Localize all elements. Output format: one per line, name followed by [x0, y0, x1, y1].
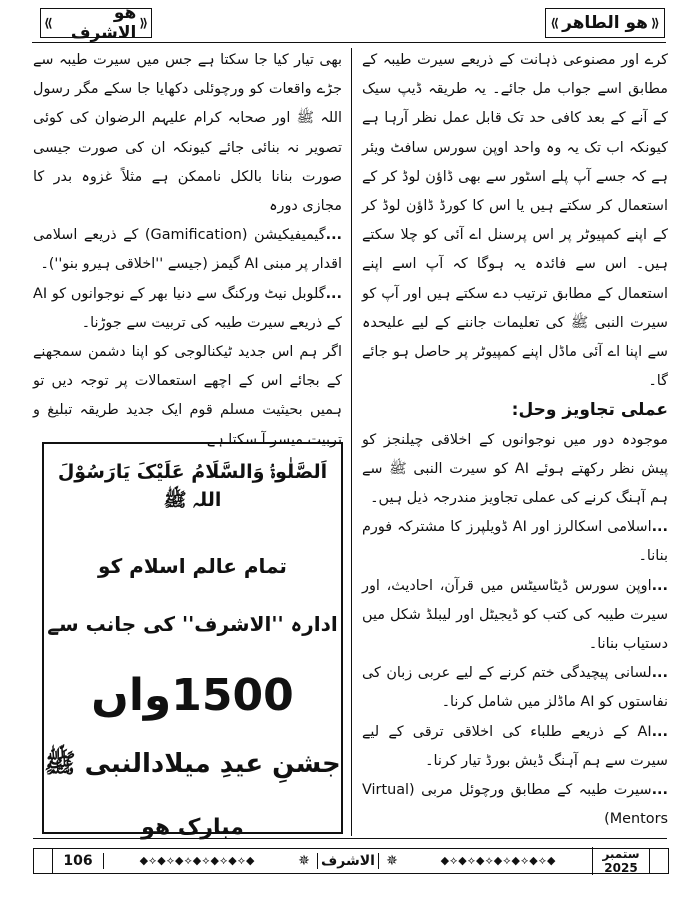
body-paragraph: کرے اور مصنوعی ذہانت کے ذریعے سیرت طیبہ کے مطابق اسے جواب مل جائے۔ یہ طریقہ ڈیپ سیک کے آنے کے بعد کافی حد تک قابل عمل نظر آرہا ہے کیونکہ اب تک یہ وہ واحد اوپن سورس سافٹ ویئر ہے کہ جسے آپ پلے اسٹور سے بھی ڈاؤن لوڈ کر کے استعمال کر سکتے ہیں یا اس کا کورڈ ڈاؤن لوڈ کر کے اپنے کمپیوٹر پر اس پرسنل اے آئی کو چلا سکتے ہیں۔ اس سے فائدہ یہ ہوگا کہ آپ اسے اپنے استعمال کے مطابق ترتیب دے سکتے ہیں اور آپ کو سیرت النبی ﷺ کی تعلیمات جاننے کے لیے علیحدہ سے اپنا اے آئی ماڈل اپنے کمپیوٹر پر حاصل ہو جائے گا۔: [362, 52, 668, 390]
list-bullet: ...: [651, 723, 668, 740]
header-rule: [32, 42, 666, 43]
header-right-title-box: [545, 8, 665, 38]
header-ornament-icon: ⟫: [44, 16, 53, 30]
footer-rule: [33, 838, 667, 839]
list-bullet: ...: [651, 577, 668, 594]
footer-ornament-icon: ◆⟡◆⟡◆⟡◆⟡◆⟡◆⟡◆: [139, 854, 256, 867]
list-item: [362, 513, 668, 571]
list-item-text: لسانی پیچیدگی ختم کرنے کے لیے عربی زبان کی نفاستوں کو AI ماڈلز میں شامل کرنا۔: [362, 665, 668, 711]
list-item-text: گلوبل نیٹ ورکنگ سے دنیا بھر کے نوجوانوں کو AI کے ذریعے سیرت طیبہ کی تربیت سے جوڑنا۔: [33, 285, 342, 331]
list-bullet: ...: [325, 285, 342, 302]
list-item: [362, 572, 668, 660]
list-item: [362, 659, 668, 717]
eid-title: جشنِ عیدِ میلادالنبی ﷺ: [44, 749, 341, 779]
footer-ornament-icon: ◆⟡◆⟡◆⟡◆⟡◆⟡◆⟡◆: [440, 854, 557, 867]
list-item: [33, 221, 342, 279]
list-bullet: ...: [325, 227, 343, 244]
footer-cap-right: [649, 849, 668, 873]
anniversary-number: [44, 670, 341, 721]
section-heading: عملی تجاویز وحل:: [511, 400, 668, 421]
anniversary-suffix: واں: [91, 670, 172, 721]
column-divider: [351, 48, 352, 836]
header-right-title: ھو الطاھر: [562, 13, 648, 33]
page-number: 106: [53, 853, 104, 869]
greeting-recipient: تمام عالم اسلام کو: [98, 554, 287, 578]
issue-date: ستمبر 2025: [592, 847, 649, 875]
list-bullet: ...: [651, 519, 668, 536]
footer-bar: [33, 848, 669, 874]
salutation-text: اَلصَّلٰوۃُ وَالسَّلَامُ عَلَیْکَ یَارَسُوْلَ اللہ ﷺ: [57, 461, 328, 511]
list-item-text: گیمیفیکیشن (Gamification) کے ذریعے اسلامی اقدار پر مبنی AI گیمز (جیسے ''اخلاقی ہیرو بنو'')۔: [33, 227, 342, 273]
list-item-text: اسلامی اسکالرز اور AI ڈویلپرز کا مشترکہ فورم بنانا۔: [362, 519, 668, 565]
list-item-text: AI کے ذریعے طلباء کی اخلاقی ترقی کے لیے سیرت سے ہم آہنگ ڈیش بورڈ تیار کرنا۔: [362, 723, 668, 769]
anniversary-digits: 1500: [171, 670, 294, 721]
right-column: [362, 46, 668, 834]
header-left-title-box: [40, 3, 152, 43]
list-item-text: سیرت طیبہ کے مطابق ورچوئل مربی (Virtual Mentors): [362, 782, 668, 828]
magazine-name: الاشرف: [317, 853, 379, 869]
header-ornament-icon: ⟪: [650, 16, 660, 30]
list-item-text: اوپن سورس ڈیٹاسیٹس میں قرآن، احادیث، اور سیرت طیبہ کی کتب کو ڈیجیٹل اور لیبلڈ شکل میں دستیاب بنانا۔: [362, 577, 668, 653]
greeting-box: [42, 442, 343, 840]
left-column: [33, 46, 342, 455]
list-bullet: ...: [651, 782, 668, 799]
list-item: [362, 718, 668, 776]
star-icon: ✵: [386, 853, 398, 869]
body-paragraph: اگر ہم اس جدید ٹیکنالوجی کو اپنا دشمن سمجھنے کے بجائے اس کے اچھے استعمالات پر توجہ دیں تو ہمیں بحیثیت مسلم قوم ایک جدید طریقہ تبلیغ و تربیت میسر آ سکتا ہے۔: [33, 344, 342, 448]
greeting-sender: ادارہ ''الاشرف'' کی جانب سے: [47, 612, 338, 636]
list-bullet: ...: [651, 665, 668, 682]
mubarak-text: مبارک ھو: [141, 815, 244, 840]
list-item: [362, 776, 668, 834]
footer-cap-left: [34, 849, 53, 873]
list-item: [33, 280, 342, 338]
header-left-title: ھو الاشرف: [70, 3, 137, 43]
header-ornament-icon: ⟪: [139, 16, 148, 30]
star-icon: ✵: [298, 853, 310, 869]
body-paragraph: بھی تیار کیا جا سکتا ہے جس میں سیرت طیبہ سے جڑے واقعات کو ورچوئلی دکھایا جا سکے مگر رسول اللہ ﷺ اور صحابہ کرام علیہم الرضوان کی کوئی تصویر نہ بنائی جائے کیونکہ ان کی صورت جیسی صورت بنانا بالکل ناممکن ہے مثلاً غزوہ بدر کا مجازی دورہ: [33, 52, 342, 215]
header-ornament-icon: ⟫: [550, 16, 560, 30]
body-paragraph: موجودہ دور میں نوجوانوں کے اخلاقی چیلنجز کو پیش نظر رکھتے ہوئے AI کو سیرت النبی ﷺ سے ہم آہنگ کرنے کی عملی تجاویز مندرجہ ذیل ہیں۔: [362, 431, 668, 507]
